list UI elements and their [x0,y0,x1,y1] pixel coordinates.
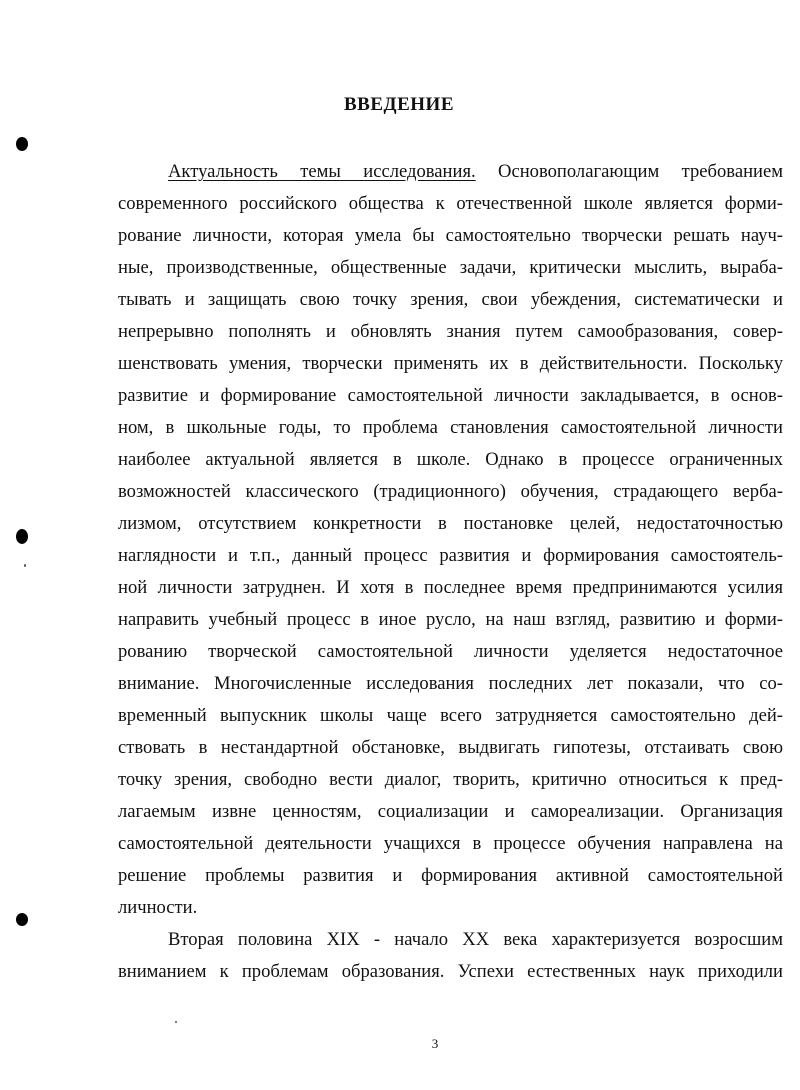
text-line-content: Основополагающим требованием [475,161,783,182]
text-line: непрерывно пополнять и обновлять знания путем самообразования, совер- [118,321,783,342]
text-line: решение проблемы развития и формирования активной самостоятельной [118,865,783,886]
document-body [118,156,783,988]
text-line: Вторая половина XIX - начало XX века характеризуется возросшим [168,929,783,950]
text-line: внимание. Многочисленные исследования последних лет показали, что со- [118,673,783,694]
scan-speck [24,564,26,567]
text-line: лагаемым извне ценностям, социализации и самореализации. Организация [118,801,783,822]
section-lead-underlined: Актуальность темы исследования. [168,161,476,182]
text-line: шенствовать умения, творчески применять их в действительности. Поскольку [118,353,783,374]
text-line [118,156,783,188]
text-line: временный выпускник школы чаще всего затрудняется самостоятельно дей- [118,705,783,726]
punch-hole-mark [16,137,28,151]
text-line: наглядности и т.п., данный процесс развития и формирования самостоятель- [118,545,783,566]
text-line: рованию творческой самостоятельной личности уделяется недостаточное [118,641,783,662]
page-number: 3 [431,1036,439,1051]
text-line: ствовать в нестандартной обстановке, выдвигать гипотезы, отстаивать свою [118,737,783,758]
title-text: ВВЕДЕНИЕ [344,94,454,115]
text-line: вниманием к проблемам образования. Успехи естественных наук приходили [118,961,783,982]
text-line: тывать и защищать свою точку зрения, свои убеждения, систематически и [118,289,783,310]
text-line: ном, в школьные годы, то проблема становления самостоятельной личности [118,417,783,438]
text-line: самостоятельной деятельности учащихся в процессе обучения направлена на [118,833,783,854]
text-line: ные, производственные, общественные задачи, критически мыслить, выраба- [118,257,783,278]
text-line: развитие и формирование самостоятельной личности закладывается, в основ- [118,385,783,406]
text-line: наиболее актуальной является в школе. Однако в процессе ограниченных [118,449,783,470]
text-line: современного российского общества к отечественной школе является форми- [118,193,783,214]
text-line: личности. [118,897,198,918]
punch-hole-mark [16,913,28,926]
punch-hole-mark [16,529,28,544]
text-line: возможностей классического (традиционного) обучения, страдающего верба- [118,481,783,502]
text-line: направить учебный процесс в иное русло, на наш взгляд, развитию и форми- [118,609,783,630]
scan-speck [175,1021,177,1023]
text-line: лизмом, отсутствием конкретности в постановке целей, недостаточностью [118,513,783,534]
text-line: рование личности, которая умела бы самостоятельно творчески решать науч- [118,225,783,246]
text-line: точку зрения, свободно вести диалог, творить, критично относиться к пред- [118,769,783,790]
page-title [0,94,800,116]
text-line: ной личности затруднен. И хотя в последнее время предпринимаются усилия [118,577,783,598]
